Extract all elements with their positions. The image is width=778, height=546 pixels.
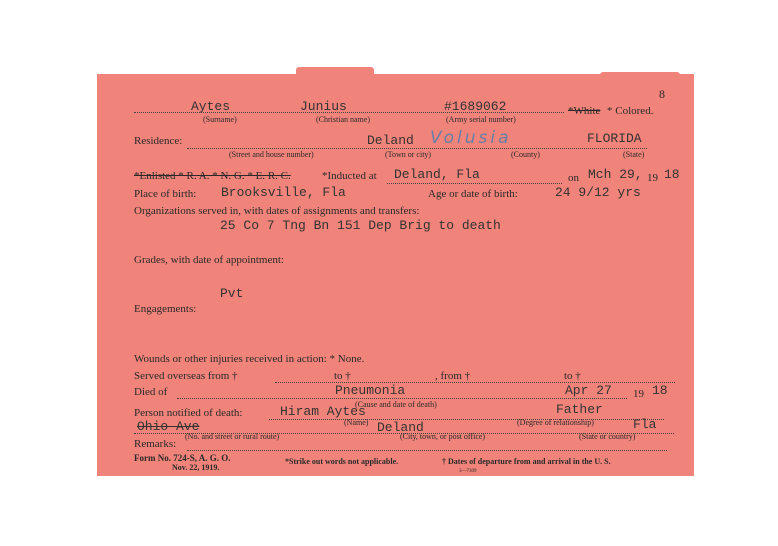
- death-cause: Pneumonia: [335, 383, 406, 398]
- notified-label: Person notified of death:: [134, 407, 243, 419]
- overseas-from: , from †: [435, 370, 471, 382]
- age-label: Age or date of birth:: [428, 188, 518, 200]
- dates-note: † Dates of departure from and arrival in the U. S.: [442, 457, 611, 466]
- form-date: Nov. 22, 1919.: [172, 463, 220, 472]
- serial-value: #1689062: [444, 99, 507, 114]
- surname-value: Aytes: [191, 99, 231, 114]
- inducted-at-value: Deland, Fla: [394, 167, 480, 182]
- county-label: (County): [511, 150, 540, 159]
- engagements-label: Engagements:: [134, 303, 197, 315]
- christian-name-value: Junius: [300, 99, 347, 114]
- remarks-line: [187, 450, 667, 451]
- residence-county: Volusia: [430, 128, 512, 148]
- city-label: (City, town, or post office): [400, 432, 486, 441]
- inducted-year: 18: [664, 167, 680, 182]
- on-label: on: [568, 172, 579, 184]
- organizations-label: Organizations served in, with dates of assignments and transfers:: [134, 205, 420, 217]
- overseas-to-2: to †: [564, 370, 581, 382]
- notified-city: Deland: [377, 420, 424, 435]
- colored-option: * Colored.: [607, 105, 654, 117]
- state-country-label: (State or country): [579, 432, 636, 441]
- birth-place-label: Place of birth:: [134, 188, 197, 200]
- christian-name-label: (Christian name): [316, 115, 370, 124]
- residence-line: [187, 148, 647, 149]
- death-date: Apr 27: [565, 383, 612, 398]
- grades-value: Pvt: [220, 286, 244, 301]
- strike-note: *Strike out words not applicable.: [285, 457, 399, 466]
- form-number: Form No. 724-S, A. G. O.: [134, 453, 231, 463]
- enlisted-options: *Enlisted * R. A. * N. G. * E. R. C.: [134, 170, 291, 182]
- notified-state: Fla: [633, 417, 657, 432]
- street-route-label: (No. and street or rural route): [185, 432, 280, 441]
- residence-town: Deland: [367, 133, 414, 148]
- birth-place-value: Brooksville, Fla: [221, 185, 346, 200]
- record-card: [97, 74, 694, 476]
- organizations-value: 25 Co 7 Tng Bn 151 Dep Brig to death: [220, 218, 501, 233]
- serial-label: (Army serial number): [446, 115, 516, 124]
- remarks-label: Remarks:: [134, 438, 177, 450]
- death-year-prefix: 19: [633, 388, 644, 400]
- died-of-label: Died of: [134, 386, 168, 398]
- notified-street: Ohio Ave: [137, 419, 200, 434]
- notified-line: [269, 419, 664, 420]
- white-option: *White: [568, 105, 601, 117]
- inducted-date: Mch 29,: [588, 167, 643, 182]
- death-year: 18: [652, 383, 668, 398]
- inducted-year-prefix: 19: [647, 172, 658, 184]
- wounds-label: Wounds or other injuries received in action: * None.: [134, 353, 365, 365]
- town-label: (Town or city): [385, 150, 432, 159]
- residence-label: Residence:: [134, 135, 183, 147]
- notified-relationship: Father: [556, 402, 603, 417]
- notified-name: Hiram Aytes: [280, 404, 366, 419]
- death-cause-label: (Cause and date of death): [355, 400, 437, 409]
- age-value: 24 9/12 yrs: [555, 185, 641, 200]
- inducted-label: *Inducted at: [322, 170, 377, 182]
- overseas-to-1: to †: [334, 370, 351, 382]
- street-label: (Street and house number): [229, 150, 314, 159]
- residence-state: FLORIDA: [587, 131, 642, 146]
- print-code: 3—7309: [459, 469, 477, 474]
- died-of-line: [177, 398, 627, 399]
- inducted-line: [387, 183, 562, 184]
- notified-name-label: (Name): [344, 418, 369, 427]
- card-number: 8: [659, 87, 665, 101]
- relationship-label: (Degree of relationship): [517, 418, 594, 427]
- overseas-label: Served overseas from †: [134, 370, 238, 382]
- surname-label: (Surname): [203, 115, 237, 124]
- grades-label: Grades, with date of appointment:: [134, 254, 284, 266]
- state-label: (State): [623, 150, 645, 159]
